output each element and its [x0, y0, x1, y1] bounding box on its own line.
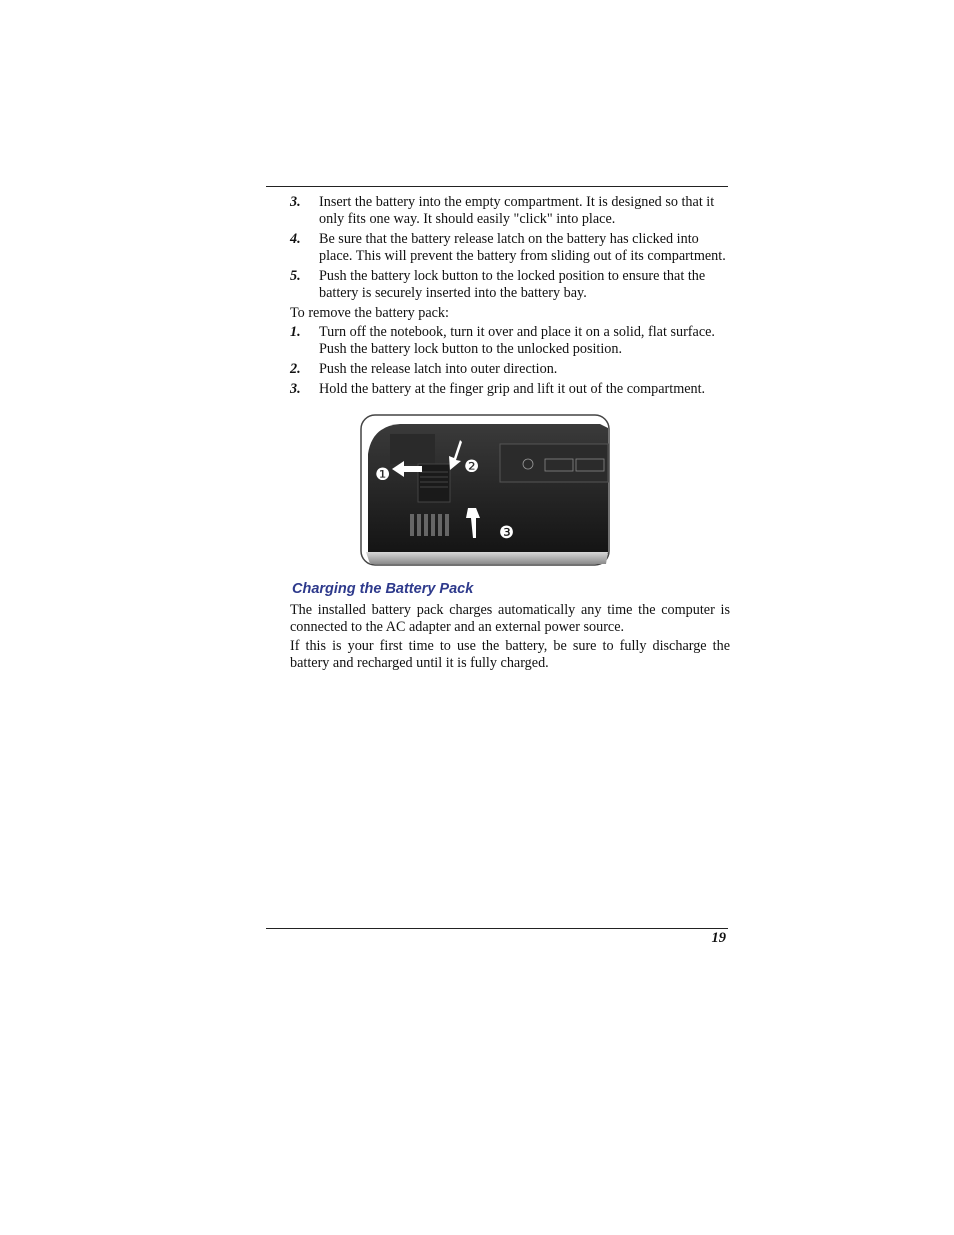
- charging-paragraph: The installed battery pack charges automatically any time the computer is connected to the AC adapter and an external power source.: [290, 602, 730, 635]
- callout-2: ❷: [464, 457, 480, 477]
- footer-rule: [266, 928, 728, 929]
- insert-step: [290, 194, 730, 228]
- step-text: Turn off the notebook, turn it over and place it on a solid, flat surface. Push the battery lock button to the unlocked position.: [319, 324, 715, 357]
- callout-1: ❶: [375, 465, 391, 485]
- vent-grille: [390, 434, 435, 464]
- step-number: 3.: [290, 194, 301, 210]
- remove-step: [290, 381, 730, 398]
- callout-3: ❸: [499, 523, 515, 543]
- step-number: 4.: [290, 231, 301, 247]
- step-text: Hold the battery at the finger grip and lift it out of the compartment.: [319, 381, 706, 397]
- page-content: [290, 194, 730, 674]
- section-heading: Charging the Battery Pack: [292, 581, 474, 597]
- step-number: 2.: [290, 361, 301, 377]
- page-number: 19: [711, 930, 726, 946]
- step-text: Be sure that the battery release latch on the battery has clicked into place. This will prevent the battery from sliding out of its compartment.: [319, 231, 726, 264]
- insert-step: [290, 231, 730, 265]
- insert-step: [290, 268, 730, 302]
- step-text: Push the release latch into outer direction.: [319, 361, 558, 377]
- charging-paragraph: If this is your first time to use the battery, be sure to fully discharge the battery and recharged until it is fully charged.: [290, 638, 730, 671]
- step-text: Push the battery lock button to the locked position to ensure that the battery is securely inserted into the battery bay.: [319, 268, 706, 301]
- battery-label: [500, 444, 608, 482]
- step-number: 1.: [290, 324, 301, 340]
- header-rule: [266, 186, 728, 187]
- remove-intro: To remove the battery pack:: [290, 305, 449, 321]
- battery-removal-figure: [360, 414, 610, 569]
- remove-step: [290, 324, 730, 358]
- laptop-underside-illustration: [360, 414, 610, 569]
- release-latch: [418, 464, 450, 502]
- step-number: 5.: [290, 268, 301, 284]
- step-number: 3.: [290, 381, 301, 397]
- step-text: Insert the battery into the empty compartment. It is designed so that it only fits one way. It should easily "click" into place.: [319, 194, 715, 227]
- remove-step: [290, 361, 730, 378]
- laptop-edge: [366, 552, 608, 564]
